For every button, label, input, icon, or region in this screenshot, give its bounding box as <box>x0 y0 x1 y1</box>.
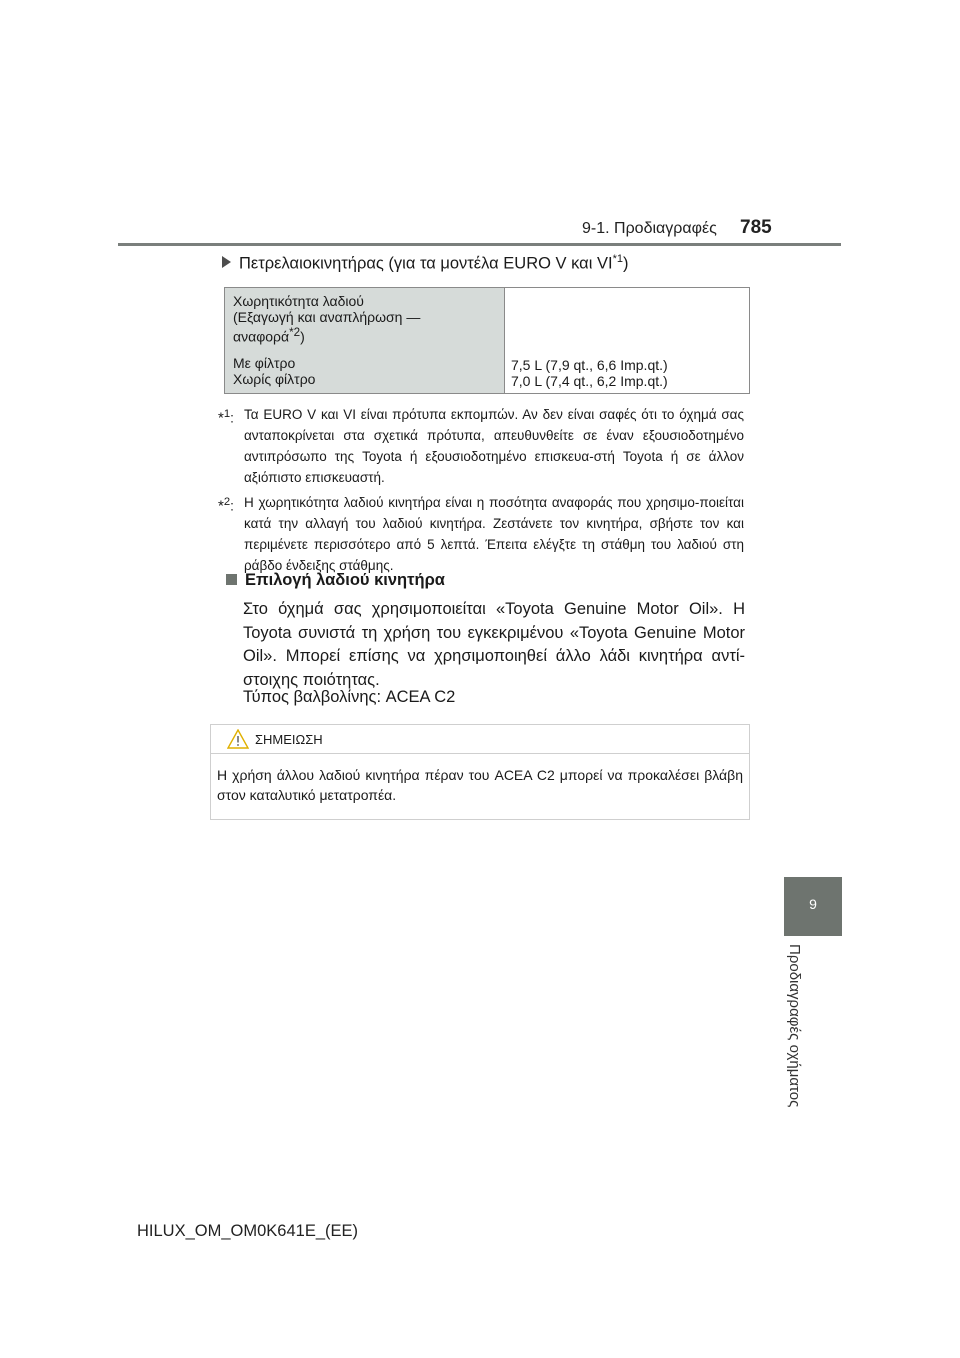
chapter-number: 9 <box>809 896 817 912</box>
footnote-2-text: Η χωρητικότητα λαδιού κινητήρα είναι η ποσότητα αναφοράς που χρησιμο-ποιείται κατά την αλλαγή του λαδιού κινητήρα. Ζεστάνετε τον κινητήρα, σβήστε τον και περιμένετε περισσότερο από 5 λεπτά. Έπειτα ελέγξτε τη στάθμη του λαδιού στη ράβδο ένδειξης στάθμης. <box>244 495 744 573</box>
oil-capacity-table <box>224 287 750 394</box>
footnote-ref-2: *2 <box>289 326 301 339</box>
capacity-sublabel: (Εξαγωγή και αναπλήρωση — <box>233 309 421 325</box>
square-bullet-icon <box>226 574 237 585</box>
notice-body: Η χρήση άλλου λαδιού κινητήρα πέραν του ACEA C2 μπορεί να προκαλέσει βλάβη στον καταλυτικό μετατροπέα. <box>217 767 743 803</box>
capacity-reference: αναφορά$^{*2}$) <box>233 326 305 345</box>
footnote-2-mark: *$^2$: <box>218 496 234 515</box>
chapter-side-label: Προδιαγραφές οχήματος <box>786 944 803 1108</box>
footnote-1-text: Τα EURO V και VI είναι πρότυπα εκπομπών. Αν δεν είναι σαφές ότι το όχημά σας ανταποκρίνεται στα σχετικά πρότυπα, απευθυνθείτε σε έναν εξουσιοδοτημένο αντιπρόσωπο της Toyota ή εξουσιοδοτημένο επισκευα-στή Toyota ή σε άλλον αξιόπιστο επισκευαστή. <box>244 407 744 485</box>
section-title-text: Επιλογή λαδιού κινητήρα <box>245 571 445 589</box>
table-row <box>225 288 750 394</box>
document-code: HILUX_OM_OM0K641E_(EE) <box>137 1222 359 1240</box>
table-value-cell <box>505 288 750 394</box>
footnote-2 <box>218 492 744 576</box>
footnote-1-mark: *$^1$: <box>218 408 234 427</box>
oil-type-line: Τύπος βαλβολίνης: ACEA C2 <box>243 688 456 706</box>
without-filter-label: Χωρίς φίλτρο <box>233 370 316 387</box>
footnote-ref-1: *1 <box>612 253 623 265</box>
footnote-1 <box>218 404 744 488</box>
subheading-close: ) <box>622 254 629 273</box>
page-number: 785 <box>740 217 772 238</box>
triangle-bullet-icon <box>222 256 231 268</box>
subheading-text: Πετρελαιοκινητήρας (για τα μοντέλα EURO V και VI <box>239 254 613 273</box>
engine-oil-paragraph: Στο όχημά σας χρησιμοποιείται «Toyota Genuine Motor Oil». Η Toyota συνιστά τη χρήση του εγκεκριμένου «Toyota Genuine Motor Oil». Μπορεί επίσης να χρησιμοποιηθεί άλλο λάδι κινητήρα αντί-στοιχης ποιότητας. <box>243 600 745 689</box>
chapter-tab <box>784 877 842 936</box>
warning-triangle-icon <box>227 729 249 749</box>
capacity-label: Χωρητικότητα λαδιού <box>233 293 364 309</box>
notice-header <box>211 725 749 754</box>
engine-oil-selection-heading <box>226 571 445 590</box>
table-header-cell <box>225 288 505 394</box>
with-filter-value: 7,5 L (7,9 qt., 6,6 Imp.qt.) <box>511 357 668 373</box>
header-divider <box>118 243 841 246</box>
notice-title: ΣΗΜΕΙΩΣΗ <box>255 732 323 747</box>
diesel-engine-subheading <box>222 253 628 274</box>
header-section-title: 9-1. Προδιαγραφές <box>582 220 717 237</box>
with-filter-label: Με φίλτρο <box>233 354 296 371</box>
without-filter-value: 7,0 L (7,4 qt., 6,2 Imp.qt.) <box>511 373 668 389</box>
notice-box <box>210 724 750 820</box>
chapter-side-label-container <box>786 944 812 1108</box>
